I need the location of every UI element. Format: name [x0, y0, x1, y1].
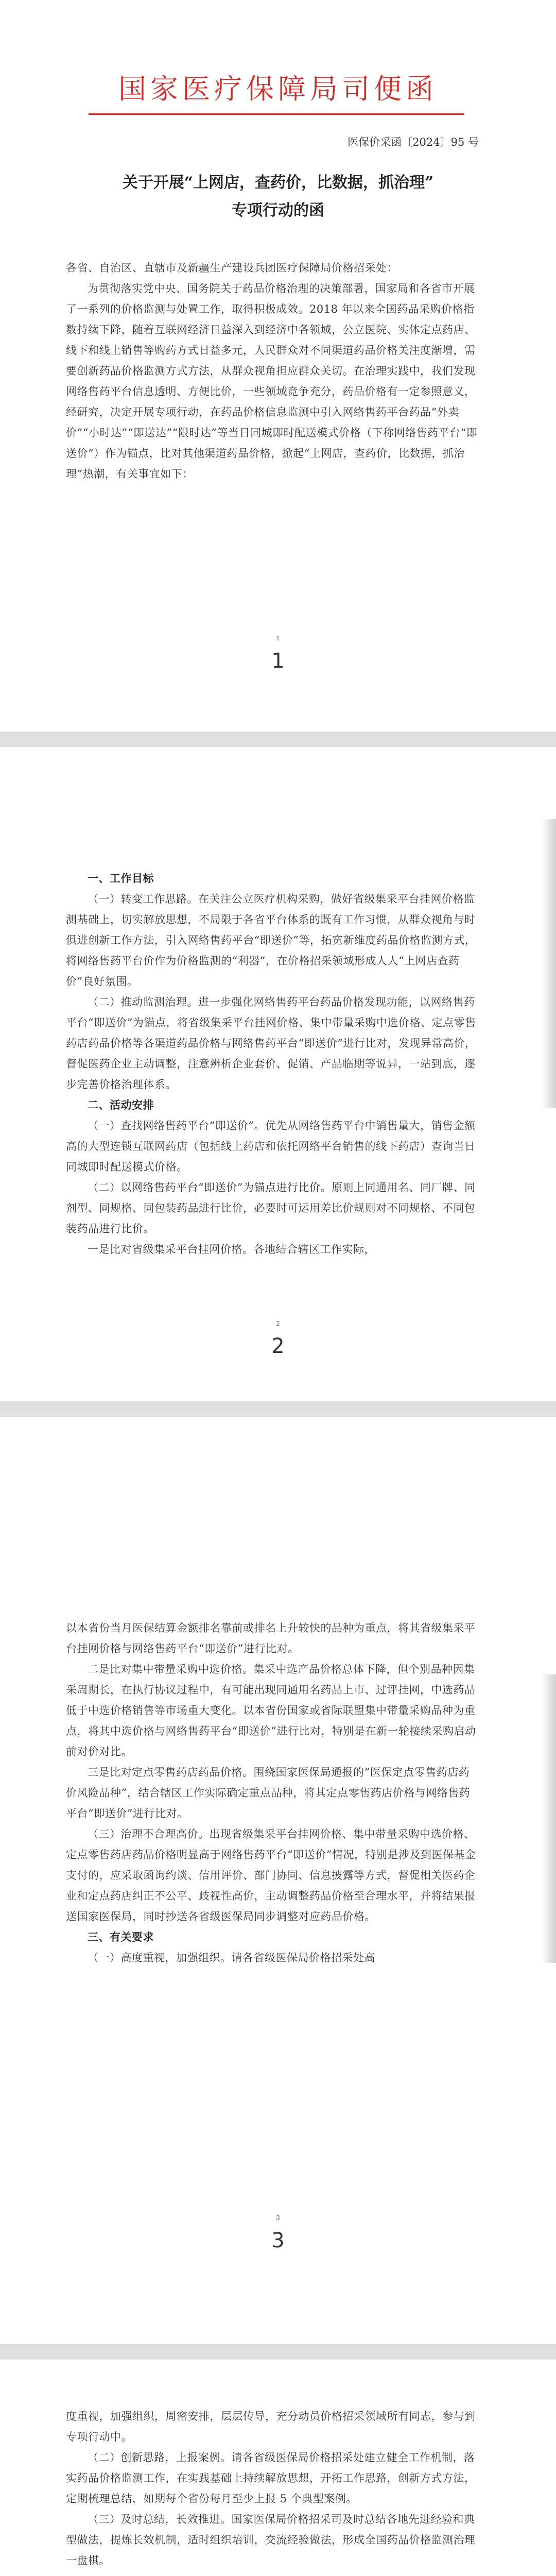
paragraph-activity-3: （三）治理不合理高价。出现省级集采平台挂网价格、集中带量采购中选价格、定点零售药店药品价格明显高于网络售药平台“即送价”情况，特别是涉及到医保基金支付的，应采取函询约谈、信用评价、部门协同、信息披露等方式，督促相关医药企业和定点药店纠正不公平、歧视性高价，主动调整药品价格至合理水平，并将结果报送国家医保局，同时抄送各省级医保局同步调整对应药品价格。 [66, 1828, 476, 1923]
salutation: 各省、自治区、直辖市及新疆生产建设兵团医疗保障局价格招采处： [66, 262, 398, 274]
letterhead-title: 国家医疗保障局司便函 [118, 73, 438, 105]
page-separator-1 [0, 732, 556, 747]
page-1-body [66, 258, 478, 484]
document-title [0, 169, 556, 225]
page-separator-2 [0, 1401, 556, 1417]
document-title-line-1: 关于开展“上网店，查药价，比数据，抓治理” [122, 174, 434, 192]
page-2-number-small: 2 [276, 1320, 280, 1327]
page-2-body [66, 868, 478, 1260]
paragraph-requirement-3: （三）及时总结，长效推进。国家医保局价格招采司及时总结各地先进经验和典型做法，提炼长效机制，适时组织培训，交流经验做法，形成全国药品价格监测治理一盘棋。 [66, 2513, 476, 2567]
page-3 [0, 1417, 556, 2344]
paragraph-activity-2: （二）以网络售药平台“即送价”为锚点进行比价。原则上同通用名、同厂牌、同剂型、同规格、同包装药品进行比价，必要时可运用差比价规则对不同规格、不同包装药品进行比价。 [66, 1181, 476, 1235]
page-2-number: 2 [271, 1334, 285, 1358]
document-title-line-2: 专项行动的函 [232, 201, 324, 219]
paragraph-activity-2a-cont: 以本省份当月医保结算金额排名靠前或排名上升较快的品种为重点，将其省级集采平台挂网价格与网络售药平台“即送价”进行比对。 [66, 1622, 476, 1655]
paragraph-requirement-1-cont: 度重视，加强组织，周密安排，层层传导，充分动员价格招采领域所有同志，参与到专项行动中。 [66, 2410, 476, 2443]
paragraph-goal-1: （一）转变工作思路。在关注公立医疗机构采购，做好省级集采平台挂网价格监测基础上，切实解放思想，不局限于各省平台体系的既有工作习惯，从群众视角与时俱进创新工作方法，引入网络售药平台“即送价”等，拓宽新维度药品价格监测方式，将网络售药平台价作为价格监测的“利器”，在价格招采领域形成人人“上网店查药价”良好氛围。 [66, 893, 476, 988]
page-3-body [66, 1618, 478, 1968]
section-heading-activities: 二、活动安排 [88, 1098, 154, 1111]
page-3-number: 3 [271, 2229, 285, 2252]
page-separator-3 [0, 2344, 556, 2360]
paragraph-activity-1: （一）查找网络售药平台“即送价”。优先从网络售药平台中销售量大，销售金额高的大型连锁互联网药店（包括线上药店和依托网络平台销售的线下药店）查询当日同城即时配送模式价格。 [66, 1120, 476, 1173]
page-4-body [66, 2406, 478, 2571]
page-4 [0, 2360, 556, 2576]
paragraph-activity-2c: 三是比对定点零售药店药品价格。围绕国家医保局通报的“医保定点零售药店药价风险品种”，结合辖区工作实际确定重点品种，将其定点零售药店价格与网络售药平台“即送价”进行比对。 [66, 1766, 471, 1820]
page-1-number-small: 1 [276, 635, 280, 642]
page-1-number: 1 [271, 649, 285, 673]
paragraph-activity-2a: 一是比对省级集采平台挂网价格。各地结合辖区工作实际， [88, 1243, 375, 1256]
page-2-edge-shadow [542, 819, 556, 1108]
section-heading-requirements: 三、有关要求 [88, 1930, 154, 1943]
paragraph-activity-2b: 二是比对集中带量采购中选价格。集采中选产品价格总体下降，但个别品种因集采周期长，在执行协议过程中，有可能出现同通用名药品上市、过评挂网，中选药品低于中选价格销售等市场重大变化。以本省份国家或省际联盟集中带量采购品种为重点，将其中选价格与网络售药平台“即送价”进行比对，特别是在新一轮接续采购启动前对价对比。 [66, 1663, 476, 1758]
intro-paragraph: 为贯彻落实党中央、国务院关于药品价格治理的决策部署，国家局和各省市开展了一系列的价格监测与处置工作，取得积极成效。2018 年以来全国药品采购价格指数持续下降，随着互联网经济日益深入到经济中各领域，公立医院、实体定点药店、线下和线上销售等购药方式日益多元，人民群众对不同渠道药品价格关注度渐增，需要创新药品价格监测方式方法，从群众视角担应群众关切。在治理实践中，我们发现网络售药平台信息透明、方便比价，一些领域竞争充分，药品价格有一定参照意义，经研究，决定开展专项行动，在药品价格信息监测中引入网络售药平台药品“外卖价”“小时达”“即送达”“限时达”等当日同城即时配送模式价格（下称网络售药平台“即送价”）作为锚点，比对其他渠道药品价格，掀起“上网店，查药价，比数据，抓治理”热潮，有关事宜如下： [66, 282, 478, 480]
document-number: 医保价采函〔2024〕95 号 [348, 136, 479, 148]
letterhead-red-line [89, 113, 464, 115]
page-3-number-small: 3 [276, 2214, 280, 2222]
paragraph-requirement-1: （一）高度重视，加强组织。请各省级医保局价格招采处高 [88, 1952, 375, 1964]
section-heading-goals: 一、工作目标 [88, 872, 154, 885]
page-2 [0, 747, 556, 1401]
paragraph-goal-2: （二）推动监测治理。进一步强化网络售药平台药品价格发现功能，以网络售药平台“即送价”为锚点，将省级集采平台挂网价格、集中带量采购中选价格、定点零售药店药品价格等各渠道药品价格与网络售药平台“即送价”进行比对，发现异常高价，督促医药企业主动调整，注意辨析企业套价、促销、产品临期等说异，一站到底，逐步完善价格治理体系。 [66, 996, 476, 1091]
page-3-edge-shadow [542, 1674, 556, 1963]
paragraph-requirement-2: （二）创新思路，上报案例。请各省级医保局价格招采处建立健全工作机制，落实药品价格监测工作，在实践基础上持续解放思想，开拓工作思路，创新方式方法，定期梳理总结，如期每个省份每月至少上报 5 个典型案例。 [66, 2451, 476, 2505]
page-1 [0, 0, 556, 732]
